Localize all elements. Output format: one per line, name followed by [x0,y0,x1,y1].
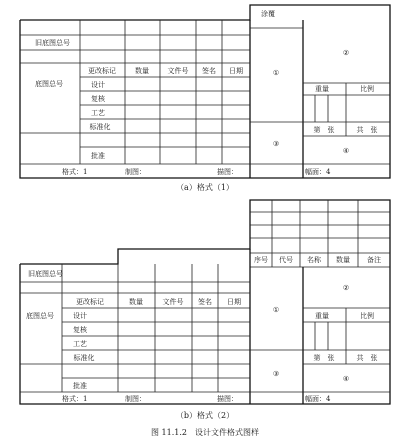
b-weight-label: 重量 [315,312,329,320]
b-head-code: 代号 [279,256,293,264]
b-footer-drawn: 制图： [125,395,146,403]
a-total-label: 共 张 [356,126,378,134]
a-role-standardization: 标准化 [89,123,111,131]
b-total-label: 共 张 [356,354,378,362]
a-scale-label: 比例 [360,85,374,93]
b-role-process: 工艺 [73,340,87,348]
a-role-approval: 批准 [91,152,105,160]
b-caption: （b）格式（2） [175,411,235,420]
a-col-signature: 签名 [202,67,216,75]
b-col-change-mark: 更改标记 [76,298,104,306]
a-old-drawing-no-label: 旧底图总号 [35,39,70,47]
b-head-seq: 序号 [254,256,268,264]
figure-a [20,5,390,192]
b-sheet-label: 第 张 [313,354,335,362]
figure-b [20,200,390,420]
a-caption: （a）格式（1） [176,183,234,192]
a-footer-format: 格式：1 [62,168,88,176]
b-circled-1: ① [272,306,280,314]
a-circled-3: ③ [272,140,280,148]
b-col-quantity: 数量 [129,298,143,306]
b-base-drawing-no-label: 底图总号 [26,312,54,320]
b-footer-traced: 描图： [217,395,238,403]
figure-caption: 图 11.1.2 设计文件格式图样 [151,428,259,437]
a-coating-label: 涂覆 [261,10,275,18]
a-col-change-mark: 更改标记 [88,67,116,75]
b-scale-label: 比例 [360,312,374,320]
a-weight-label: 重量 [315,85,329,93]
a-role-process: 工艺 [91,109,105,117]
b-role-approval: 批准 [73,382,87,390]
a-base-drawing-no-label: 底图总号 [35,80,63,88]
a-footer-traced: 描图： [217,168,238,176]
a-circled-2: ② [342,49,350,57]
b-head-qty: 数量 [336,256,350,264]
b-role-standardization: 标准化 [73,354,95,362]
a-col-date: 日期 [229,67,243,75]
a-outer-border [20,5,390,178]
a-circled-4: ④ [342,147,350,155]
b-role-design: 设计 [73,312,87,320]
b-role-review: 复核 [73,326,87,334]
a-col-quantity: 数量 [135,67,149,75]
b-footer-format-right: 幅面：4 [305,395,331,403]
b-circled-4: ④ [342,375,350,383]
a-circled-1: ① [272,69,280,77]
b-col-signature: 签名 [198,298,212,306]
b-circled-3: ③ [272,370,280,378]
b-col-date: 日期 [227,298,241,306]
b-head-remark: 备注 [367,256,381,264]
a-col-doc-no: 文件号 [167,67,189,75]
b-head-name: 名称 [307,256,321,264]
b-circled-2: ② [342,284,350,292]
a-sheet-label: 第 张 [313,126,335,134]
b-footer-format: 格式：1 [62,395,88,403]
b-old-drawing-no-label: 旧底图总号 [28,270,63,278]
b-col-doc-no: 文件号 [162,298,184,306]
a-role-review: 复核 [91,95,105,103]
a-footer-drawn: 制图： [125,168,146,176]
a-role-design: 设计 [91,81,105,89]
a-footer-format-right: 幅面：4 [305,168,331,176]
